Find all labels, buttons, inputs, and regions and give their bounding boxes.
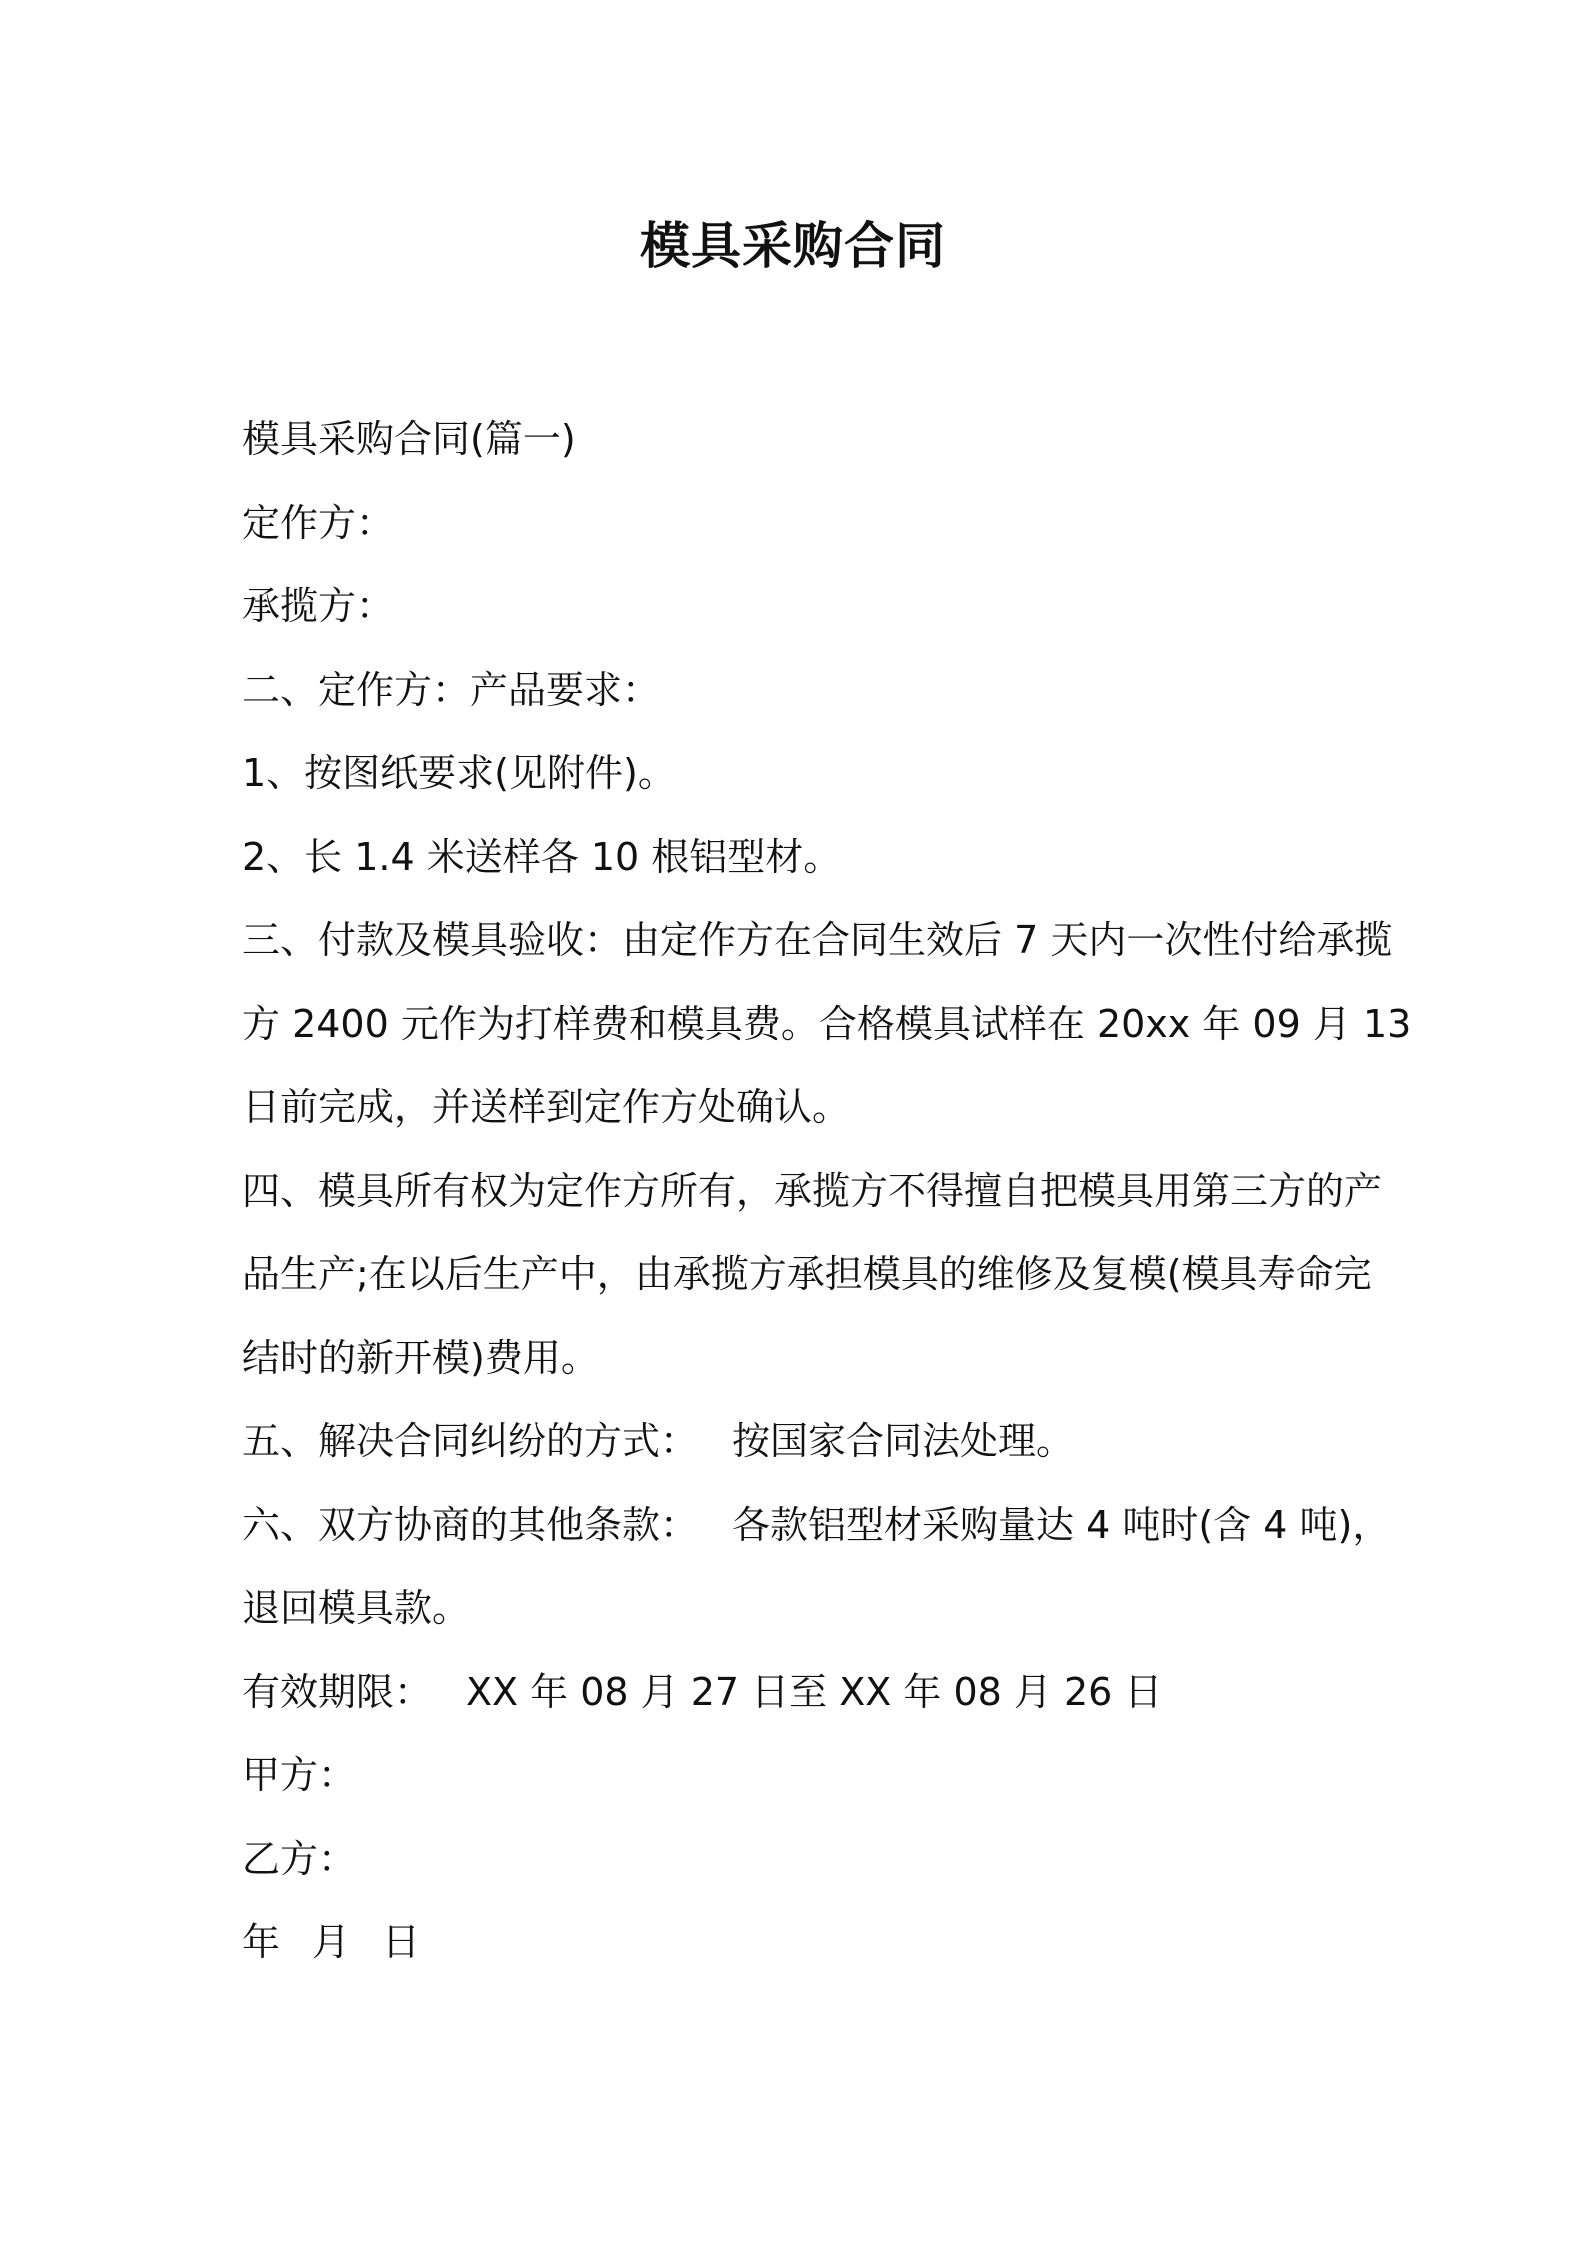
other-terms-label: 六、双方协商的其他条款： [242,1502,699,1547]
ownership-clause-line-1: 四、模具所有权为定作方所有，承揽方不得擅自把模具用第三方的产 [242,1168,1383,1213]
other-terms-value: 各款铝型材采购量达 4 吨时(含 4 吨)， [732,1502,1391,1547]
party-b-line: 乙方： [242,1836,357,1881]
payment-clause-line-3: 日前完成，并送样到定作方处确认。 [242,1085,851,1129]
requirement-item-2: 2、长 1.4 米送样各 10 根铝型材。 [242,834,842,879]
validity-period-line [242,1651,1362,1735]
contract-body [242,398,1412,1985]
payment-clause-line-1: 三、付款及模具验收：由定作方在合同生效后 7 天内一次性付给承揽 [242,918,1393,962]
party-a-line: 甲方： [242,1753,357,1797]
ownership-clause-line-2: 品生产;在以后生产中，由承揽方承担模具的维修及复模(模具寿命完 [242,1252,1372,1296]
document-title: 模具采购合同 [640,217,946,275]
signing-date-line [242,1901,1362,1985]
date-day-label: 日 [382,1920,421,1964]
dispute-resolution-label: 五、解决合同纠纷的方式： [242,1419,699,1463]
date-month-label: 月 [312,1920,351,1964]
requirement-item-1: 1、按图纸要求(见附件)。 [242,751,676,795]
commissioning-party-line: 定作方： [242,500,395,545]
validity-period-label: 有效期限： [242,1669,433,1714]
validity-period-value: XX 年 08 月 27 日至 XX 年 08 月 26 日 [466,1669,1163,1714]
dispute-resolution-value: 按国家合同法处理。 [732,1419,1075,1463]
product-requirements-heading: 二、定作方：产品要求： [242,667,661,712]
section-heading: 模具采购合同(篇一) [242,417,576,461]
contractor-party-line: 承揽方： [242,584,395,628]
dispute-resolution-line [242,1400,1362,1484]
ownership-clause-line-3: 结时的新开模)费用。 [242,1335,599,1380]
other-terms-continuation: 退回模具款。 [242,1586,471,1630]
payment-clause-line-2: 方 2400 元作为打样费和模具费。合格模具试样在 20xx 年 09 月 13 [242,1001,1412,1046]
date-year-label: 年 [242,1920,281,1964]
other-terms-line [242,1484,1391,1568]
